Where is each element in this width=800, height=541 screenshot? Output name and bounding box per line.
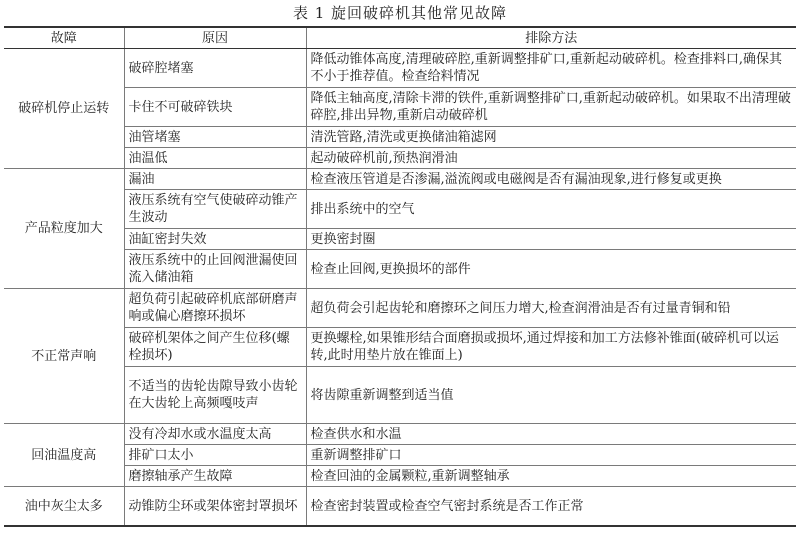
cause-cell: 液压系统中的止回阀泄漏使回流入储油箱	[124, 250, 306, 289]
fault-cell: 油中灰尘太多	[4, 487, 124, 527]
fault-cell: 回油温度高	[4, 424, 124, 487]
table-row	[4, 49, 796, 88]
cause-cell: 油温低	[124, 148, 306, 169]
table-row	[4, 487, 796, 527]
fix-cell: 检查止回阀,更换损坏的部件	[306, 250, 796, 289]
cause-cell: 液压系统有空气使破碎动锥产生波动	[124, 190, 306, 229]
fault-cell: 不正常声响	[4, 289, 124, 424]
fix-cell: 超负荷会引起齿轮和磨擦环之间压力增大,检查润滑油是否有过量青铜和铅	[306, 289, 796, 328]
cause-cell: 油缸密封失效	[124, 229, 306, 250]
fix-cell: 检查液压管道是否渗漏,溢流阀或电磁阀是否有漏油现象,进行修复或更换	[306, 169, 796, 190]
fix-cell: 降低主轴高度,清除卡滞的铁件,重新调整排矿口,重新起动破碎机。如果取不出清理破碎腔,排出异物,重新启动破碎机	[306, 88, 796, 127]
fix-cell: 降低动锥体高度,清理破碎腔,重新调整排矿口,重新起动破碎机。检查排料口,确保其不小于推荐值。检查给料情况	[306, 49, 796, 88]
table-row	[4, 169, 796, 190]
cause-cell: 破碎机架体之间产生位移(螺栓损坏)	[124, 328, 306, 367]
fix-cell: 清洗管路,清洗或更换储油箱滤网	[306, 127, 796, 148]
fix-cell: 排出系统中的空气	[306, 190, 796, 229]
fix-cell: 检查回油的金属颗粒,重新调整轴承	[306, 466, 796, 487]
fix-cell: 更换螺栓,如果锥形结合面磨损或损坏,通过焊接和加工方法修补锥面(破碎机可以运转,此时用垫片放在锥面上)	[306, 328, 796, 367]
table-caption: 表 1 旋回破碎机其他常见故障	[292, 4, 508, 22]
cause-cell: 漏油	[124, 169, 306, 190]
fault-table	[4, 26, 796, 527]
fault-cell: 破碎机停止运转	[4, 49, 124, 169]
cause-cell: 破碎腔堵塞	[124, 49, 306, 88]
header-fault: 故障	[4, 27, 124, 49]
cause-cell: 卡住不可破碎铁块	[124, 88, 306, 127]
cause-cell: 没有冷却水或水温度太高	[124, 424, 306, 445]
fix-cell: 将齿隙重新调整到适当值	[306, 367, 796, 424]
cause-cell: 动锥防尘环或架体密封罩损坏	[124, 487, 306, 527]
cause-cell: 油管堵塞	[124, 127, 306, 148]
header-fix: 排除方法	[306, 27, 796, 49]
table-row	[4, 424, 796, 445]
fix-cell: 检查供水和水温	[306, 424, 796, 445]
fix-cell: 更换密封圈	[306, 229, 796, 250]
cause-cell: 排矿口太小	[124, 445, 306, 466]
header-cause: 原因	[124, 27, 306, 49]
fix-cell: 检查密封装置或检查空气密封系统是否工作正常	[306, 487, 796, 527]
fix-cell: 起动破碎机前,预热润滑油	[306, 148, 796, 169]
cause-cell: 不适当的齿轮齿隙导致小齿轮在大齿轮上高频嘎吱声	[124, 367, 306, 424]
header-row	[4, 27, 796, 49]
fault-cell: 产品粒度加大	[4, 169, 124, 289]
table-row	[4, 289, 796, 328]
cause-cell: 磨擦轴承产生故障	[124, 466, 306, 487]
fix-cell: 重新调整排矿口	[306, 445, 796, 466]
cause-cell: 超负荷引起破碎机底部研磨声响或偏心磨擦环损坏	[124, 289, 306, 328]
